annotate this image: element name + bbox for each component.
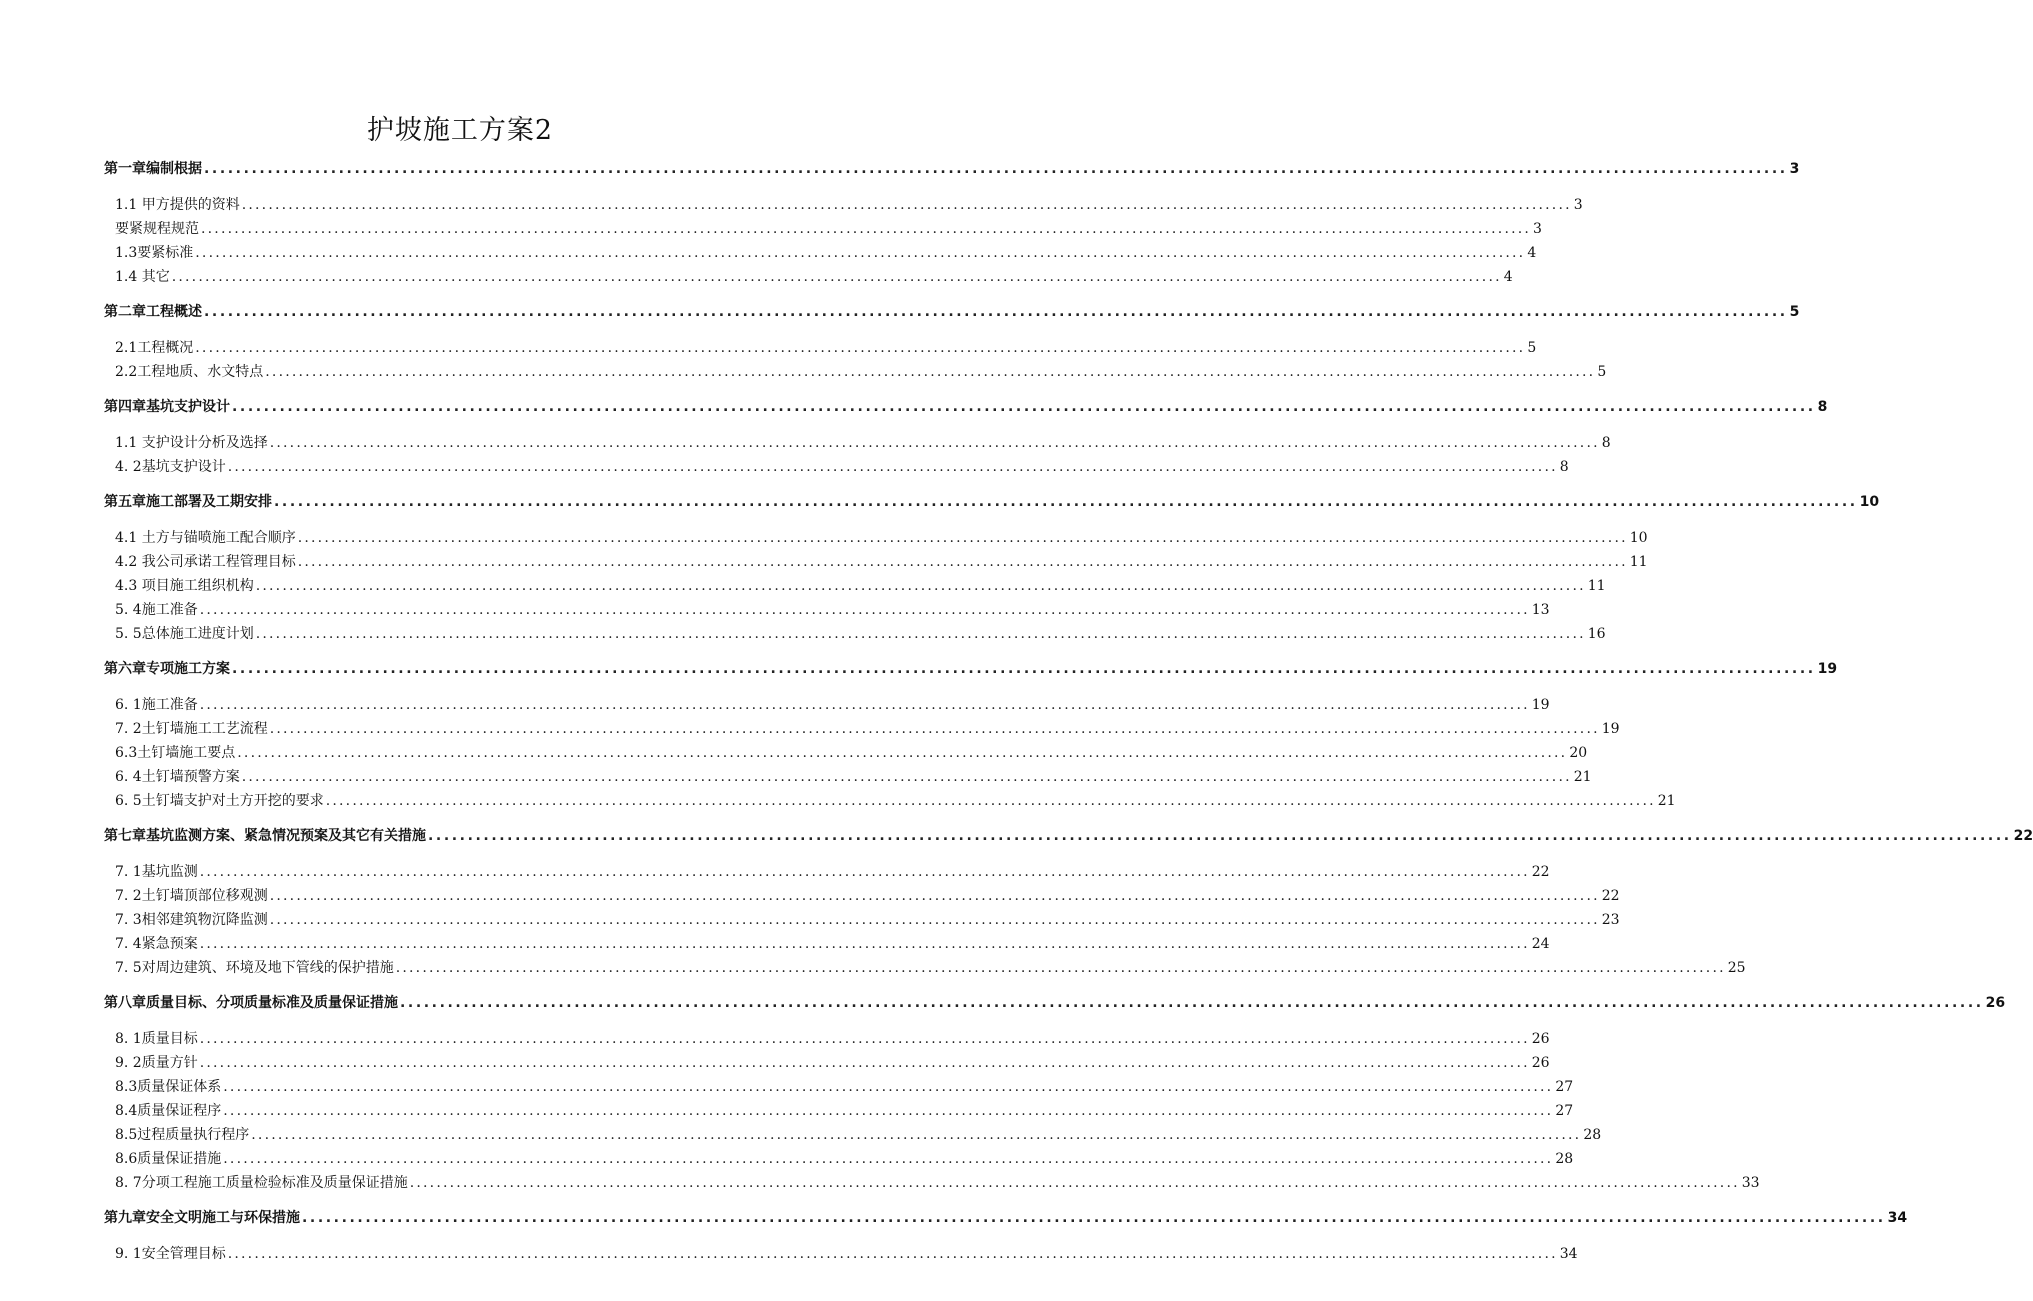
toc-page-number: 23 bbox=[1601, 912, 1620, 928]
toc-section-entry[interactable] bbox=[115, 194, 1583, 214]
toc-entry-label: 第六章专项施工方案 bbox=[104, 661, 230, 677]
toc-chapter-entry[interactable] bbox=[104, 396, 1828, 416]
toc-entry-label: 8.3质量保证体系 bbox=[115, 1079, 222, 1095]
toc-entry-label: 1.1 支护设计分析及选择 bbox=[115, 435, 268, 451]
toc-section-entry[interactable] bbox=[115, 599, 1550, 619]
toc-section-entry[interactable] bbox=[115, 694, 1550, 714]
toc-entry-label: 第五章施工部署及工期安排 bbox=[104, 494, 272, 510]
toc-dot-leader: ........................................................................................................................................................................................................ bbox=[199, 1031, 1530, 1047]
document-title: 护坡施工方案2 bbox=[366, 115, 554, 146]
toc-entry-label: 8.5过程质量执行程序 bbox=[115, 1127, 250, 1143]
toc-entry-label: 2.1工程概况 bbox=[115, 340, 194, 356]
toc-entry-label: 7. 2土钉墙顶部位移观测 bbox=[115, 888, 268, 904]
toc-entry-label: 8.6质量保证措施 bbox=[115, 1151, 222, 1167]
toc-section-entry[interactable] bbox=[115, 1148, 1574, 1168]
toc-page-number: 24 bbox=[1531, 936, 1550, 952]
toc-dot-leader: ........................................................................................................................................................................................................ bbox=[171, 269, 1502, 285]
toc-page-number: 21 bbox=[1657, 793, 1676, 809]
toc-chapter-entry[interactable] bbox=[104, 658, 1838, 678]
toc-dot-leader: ........................................................................................................................................................................................................ bbox=[265, 364, 1596, 380]
toc-page-number: 5 bbox=[1527, 340, 1537, 356]
toc-chapter-entry[interactable] bbox=[104, 1207, 1908, 1227]
toc-dot-leader: ........................................................................................................................................................................................................ bbox=[255, 626, 1586, 642]
toc-chapter-entry[interactable] bbox=[104, 158, 1800, 178]
toc-entry-label: 1.3要紧标准 bbox=[115, 245, 194, 261]
toc-entry-label: 4.2 我公司承诺工程管理目标 bbox=[115, 554, 296, 570]
toc-page-number: 22 bbox=[2013, 828, 2033, 844]
toc-dot-leader: ........................................................................................................................................................................................................ bbox=[204, 161, 1788, 177]
toc-entry-label: 第七章基坑监测方案、紧急情况预案及其它有关措施 bbox=[104, 828, 426, 844]
toc-page-number: 5 bbox=[1597, 364, 1607, 380]
toc-entry-label: 8. 1质量目标 bbox=[115, 1031, 198, 1047]
toc-dot-leader: ........................................................................................................................................................................................................ bbox=[269, 912, 1600, 928]
toc-section-entry[interactable] bbox=[115, 266, 1513, 286]
toc-entry-label: 1.1 甲方提供的资料 bbox=[115, 197, 240, 213]
toc-dot-leader: ........................................................................................................................................................................................................ bbox=[204, 304, 1788, 320]
toc-page-number: 28 bbox=[1555, 1151, 1574, 1167]
toc-dot-leader: ........................................................................................................................................................................................................ bbox=[297, 530, 1628, 546]
toc-entry-label: 5. 4施工准备 bbox=[115, 602, 198, 618]
toc-section-entry[interactable] bbox=[115, 1243, 1578, 1263]
toc-page-number: 4 bbox=[1503, 269, 1513, 285]
toc-page-number: 26 bbox=[1531, 1031, 1550, 1047]
toc-page-number: 4 bbox=[1527, 245, 1537, 261]
toc-dot-leader: ........................................................................................................................................................................................................ bbox=[199, 936, 1530, 952]
toc-page-number: 16 bbox=[1587, 626, 1606, 642]
toc-page-number: 19 bbox=[1531, 697, 1550, 713]
toc-entry-label: 7. 1基坑监测 bbox=[115, 864, 198, 880]
toc-page-number: 25 bbox=[1727, 960, 1746, 976]
toc-page-number: 20 bbox=[1569, 745, 1588, 761]
toc-entry-label: 第四章基坑支护设计 bbox=[104, 399, 230, 415]
toc-dot-leader: ........................................................................................................................................................................................................ bbox=[223, 1103, 1554, 1119]
toc-entry-label: 5. 5总体施工进度计划 bbox=[115, 626, 254, 642]
toc-dot-leader: ........................................................................................................................................................................................................ bbox=[227, 1246, 1558, 1262]
toc-page-number: 10 bbox=[1629, 530, 1648, 546]
toc-section-entry[interactable] bbox=[115, 790, 1676, 810]
toc-chapter-entry[interactable] bbox=[104, 992, 2006, 1012]
toc-section-entry[interactable] bbox=[115, 551, 1648, 571]
toc-dot-leader: ........................................................................................................................................................................................................ bbox=[199, 602, 1530, 618]
toc-page-number: 3 bbox=[1533, 221, 1542, 237]
toc-entry-label: 4.3 项目施工组织机构 bbox=[115, 578, 254, 594]
toc-entry-label: 要紧规程规范 bbox=[115, 221, 199, 237]
toc-page-number: 34 bbox=[1559, 1246, 1578, 1262]
toc-entry-label: 1.4 其它 bbox=[115, 269, 170, 285]
toc-dot-leader: ........................................................................................................................................................................................................ bbox=[269, 888, 1600, 904]
toc-section-entry[interactable] bbox=[115, 1100, 1574, 1120]
toc-page-number: 19 bbox=[1601, 721, 1620, 737]
toc-entry-label: 8.4质量保证程序 bbox=[115, 1103, 222, 1119]
toc-entry-label: 第一章编制根据 bbox=[104, 161, 202, 177]
toc-section-entry[interactable] bbox=[115, 361, 1607, 381]
toc-entry-label: 7. 2土钉墙施工工艺流程 bbox=[115, 721, 268, 737]
toc-section-entry[interactable] bbox=[115, 1124, 1602, 1144]
toc-page-number: 8 bbox=[1817, 399, 1828, 415]
toc-section-entry[interactable] bbox=[115, 718, 1620, 738]
toc-chapter-entry[interactable] bbox=[104, 825, 2033, 845]
toc-dot-leader: ........................................................................................................................................................................................................ bbox=[274, 494, 1858, 510]
toc-entry-label: 6. 5土钉墙支护对土方开挖的要求 bbox=[115, 793, 324, 809]
toc-dot-leader: ........................................................................................................................................................................................................ bbox=[199, 864, 1530, 880]
toc-entry-label: 6.3土钉墙施工要点 bbox=[115, 745, 236, 761]
toc-dot-leader: ........................................................................................................................................................................................................ bbox=[195, 245, 1526, 261]
toc-page-number: 10 bbox=[1859, 494, 1880, 510]
toc-section-entry[interactable] bbox=[115, 742, 1588, 762]
toc-page-number: 27 bbox=[1555, 1103, 1574, 1119]
toc-section-entry[interactable] bbox=[115, 861, 1550, 881]
toc-entry-label: 9. 1安全管理目标 bbox=[115, 1246, 226, 1262]
toc-dot-leader: ........................................................................................................................................................................................................ bbox=[199, 697, 1530, 713]
toc-page-number: 21 bbox=[1573, 769, 1592, 785]
toc-page-number: 19 bbox=[1817, 661, 1838, 677]
toc-entry-label: 7. 5对周边建筑、环境及地下管线的保护措施 bbox=[115, 960, 394, 976]
toc-dot-leader: ........................................................................................................................................................................................................ bbox=[241, 197, 1572, 213]
toc-page-number: 13 bbox=[1531, 602, 1550, 618]
toc-entry-label: 6. 1施工准备 bbox=[115, 697, 198, 713]
toc-section-entry[interactable] bbox=[115, 527, 1648, 547]
toc-page-number: 5 bbox=[1789, 304, 1800, 320]
toc-dot-leader: ........................................................................................................................................................................................................ bbox=[400, 995, 1984, 1011]
toc-page-number: 3 bbox=[1573, 197, 1583, 213]
toc-entry-label: 4. 2基坑支护设计 bbox=[115, 459, 226, 475]
toc-dot-leader: ........................................................................................................................................................................................................ bbox=[195, 340, 1526, 356]
toc-section-entry[interactable] bbox=[115, 242, 1537, 262]
toc-section-entry[interactable] bbox=[115, 766, 1592, 786]
toc-dot-leader: ........................................................................................................................................................................................................ bbox=[237, 745, 1568, 761]
toc-dot-leader: ........................................................................................................................................................................................................ bbox=[227, 459, 1558, 475]
toc-page-number: 26 bbox=[1531, 1055, 1550, 1071]
toc-dot-leader: ........................................................................................................................................................................................................ bbox=[223, 1079, 1554, 1095]
toc-dot-leader: ........................................................................................................................................................................................................ bbox=[255, 578, 1586, 594]
toc-dot-leader: ........................................................................................................................................................................................................ bbox=[232, 399, 1816, 415]
toc-page-number: 26 bbox=[1985, 995, 2006, 1011]
toc-section-entry[interactable] bbox=[115, 933, 1550, 953]
toc-dot-leader: ........................................................................................................................................................................................................ bbox=[223, 1151, 1554, 1167]
toc-dot-leader: ........................................................................................................................................................................................................ bbox=[232, 661, 1816, 677]
toc-section-entry[interactable] bbox=[115, 337, 1537, 357]
toc-section-entry[interactable] bbox=[115, 218, 1542, 238]
toc-page-number: 11 bbox=[1629, 554, 1648, 570]
toc-dot-leader: ........................................................................................................................................................................................................ bbox=[199, 1055, 1530, 1071]
toc-section-entry[interactable] bbox=[115, 909, 1620, 929]
toc-dot-leader: ........................................................................................................................................................................................................ bbox=[241, 769, 1572, 785]
toc-page-number: 22 bbox=[1601, 888, 1620, 904]
toc-entry-label: 2.2工程地质、水文特点 bbox=[115, 364, 264, 380]
toc-entry-label: 第八章质量目标、分项质量标准及质量保证措施 bbox=[104, 995, 398, 1011]
toc-section-entry[interactable] bbox=[115, 623, 1606, 643]
toc-entry-label: 9. 2质量方针 bbox=[115, 1055, 198, 1071]
toc-section-entry[interactable] bbox=[115, 432, 1611, 452]
toc-dot-leader: ........................................................................................................................................................................................................ bbox=[409, 1175, 1740, 1191]
toc-dot-leader: ........................................................................................................................................................................................................ bbox=[251, 1127, 1582, 1143]
toc-section-entry[interactable] bbox=[115, 957, 1746, 977]
toc-entry-label: 8. 7分项工程施工质量检验标准及质量保证措施 bbox=[115, 1175, 408, 1191]
toc-section-entry[interactable] bbox=[115, 885, 1620, 905]
toc-entry-label: 第九章安全文明施工与环保措施 bbox=[104, 1210, 300, 1226]
toc-dot-leader: ........................................................................................................................................................................................................ bbox=[428, 828, 2012, 844]
toc-section-entry[interactable] bbox=[115, 1052, 1550, 1072]
toc-page-number: 27 bbox=[1555, 1079, 1574, 1095]
toc-entry-label: 6. 4土钉墙预警方案 bbox=[115, 769, 240, 785]
toc-chapter-entry[interactable] bbox=[104, 301, 1800, 321]
toc-dot-leader: ........................................................................................................................................................................................................ bbox=[297, 554, 1628, 570]
toc-dot-leader: ........................................................................................................................................................................................................ bbox=[201, 221, 1532, 237]
toc-section-entry[interactable] bbox=[115, 456, 1569, 476]
toc-dot-leader: ........................................................................................................................................................................................................ bbox=[269, 721, 1600, 737]
toc-page-number: 11 bbox=[1587, 578, 1606, 594]
toc-dot-leader: ........................................................................................................................................................................................................ bbox=[269, 435, 1600, 451]
toc-entry-label: 第二章工程概述 bbox=[104, 304, 202, 320]
toc-chapter-entry[interactable] bbox=[104, 491, 1880, 511]
toc-dot-leader: ........................................................................................................................................................................................................ bbox=[325, 793, 1656, 809]
toc-dot-leader: ........................................................................................................................................................................................................ bbox=[395, 960, 1726, 976]
toc-section-entry[interactable] bbox=[115, 1172, 1760, 1192]
toc-entry-label: 7. 4紧急预案 bbox=[115, 936, 198, 952]
toc-page-number: 28 bbox=[1583, 1127, 1602, 1143]
toc-section-entry[interactable] bbox=[115, 575, 1606, 595]
toc-page-number: 3 bbox=[1789, 161, 1800, 177]
toc-section-entry[interactable] bbox=[115, 1076, 1574, 1096]
toc-page-number: 8 bbox=[1601, 435, 1611, 451]
toc-section-entry[interactable] bbox=[115, 1028, 1550, 1048]
toc-dot-leader: ........................................................................................................................................................................................................ bbox=[302, 1210, 1886, 1226]
toc-page-number: 8 bbox=[1559, 459, 1569, 475]
toc-entry-label: 4.1 土方与锚喷施工配合顺序 bbox=[115, 530, 296, 546]
toc-page-number: 33 bbox=[1741, 1175, 1760, 1191]
toc-page-number: 22 bbox=[1531, 864, 1550, 880]
toc-entry-label: 7. 3相邻建筑物沉降监测 bbox=[115, 912, 268, 928]
toc-page-number: 34 bbox=[1887, 1210, 1908, 1226]
